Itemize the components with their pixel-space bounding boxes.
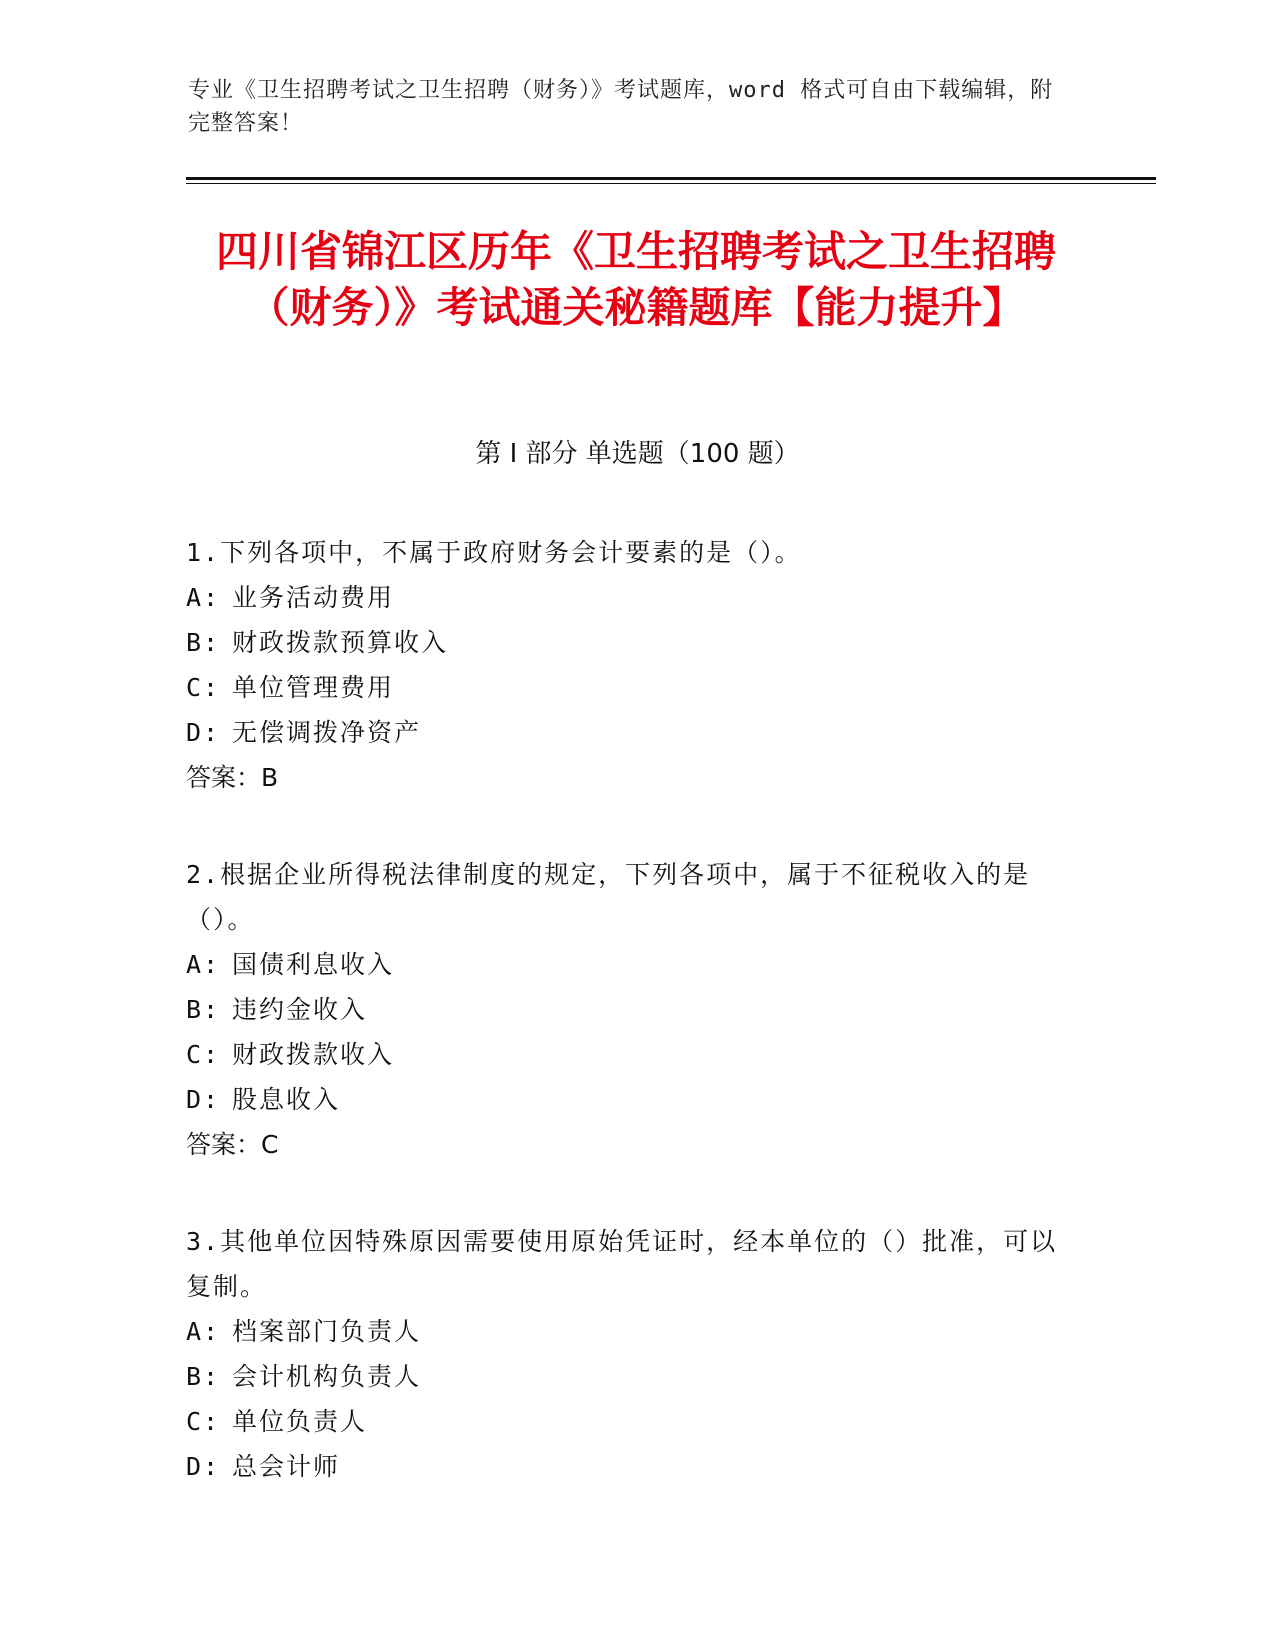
option-text: 财政拨款收入 [232, 1040, 395, 1069]
question-1 [186, 530, 1066, 800]
option-text: 国债利息收入 [232, 950, 395, 979]
option-a [186, 575, 1066, 620]
option-label: C: [186, 673, 221, 702]
option-text: 股息收入 [232, 1085, 341, 1114]
document-title: 四川省锦江区历年《卫生招聘考试之卫生招聘（财务）》考试通关秘籍题库【能力提升】 [215, 227, 1056, 332]
option-a [186, 942, 1066, 987]
option-b [186, 987, 1066, 1032]
option-label: A: [186, 583, 221, 612]
option-c [186, 665, 1066, 710]
header-rule-thick [186, 177, 1156, 180]
option-a [186, 1309, 1066, 1354]
option-text: 无偿调拨净资产 [232, 718, 422, 747]
option-label: D: [186, 1085, 221, 1114]
option-label: A: [186, 950, 221, 979]
option-d [186, 1444, 1066, 1489]
header-note: 专业《卫生招聘考试之卫生招聘（财务）》考试题库，word 格式可自由下载编辑，附完整答案！ [188, 78, 1054, 136]
option-b [186, 1354, 1066, 1399]
option-label: D: [186, 1452, 221, 1481]
question-list [186, 530, 1066, 1541]
header-rule-thin [186, 183, 1156, 184]
question-stem: 1.下列各项中，不属于政府财务会计要素的是（）。 [186, 538, 802, 567]
question-stem: 3.其他单位因特殊原因需要使用原始凭证时，经本单位的（）批准，可以复制。 [186, 1227, 1058, 1301]
question-2 [186, 852, 1066, 1167]
option-label: A: [186, 1317, 221, 1346]
option-text: 单位负责人 [232, 1407, 368, 1436]
section-title: 第 I 部分 单选题（100 题） [475, 439, 800, 469]
option-label: D: [186, 718, 221, 747]
answer-text: 答案：B [186, 763, 279, 792]
option-label: B: [186, 1362, 221, 1391]
option-label: B: [186, 995, 221, 1024]
question-stem: 2.根据企业所得税法律制度的规定，下列各项中，属于不征税收入的是（）。 [186, 860, 1031, 934]
option-c [186, 1399, 1066, 1444]
option-b [186, 620, 1066, 665]
option-text: 违约金收入 [232, 995, 368, 1024]
option-text: 单位管理费用 [232, 673, 395, 702]
option-label: C: [186, 1040, 221, 1069]
answer-text: 答案：C [186, 1130, 279, 1159]
option-d [186, 710, 1066, 755]
option-text: 总会计师 [232, 1452, 341, 1481]
option-label: B: [186, 628, 221, 657]
option-c [186, 1032, 1066, 1077]
option-d [186, 1077, 1066, 1122]
question-3 [186, 1219, 1066, 1489]
option-text: 会计机构负责人 [232, 1362, 422, 1391]
option-text: 档案部门负责人 [232, 1317, 422, 1346]
option-text: 财政拨款预算收入 [232, 628, 449, 657]
option-text: 业务活动费用 [232, 583, 395, 612]
option-label: C: [186, 1407, 221, 1436]
